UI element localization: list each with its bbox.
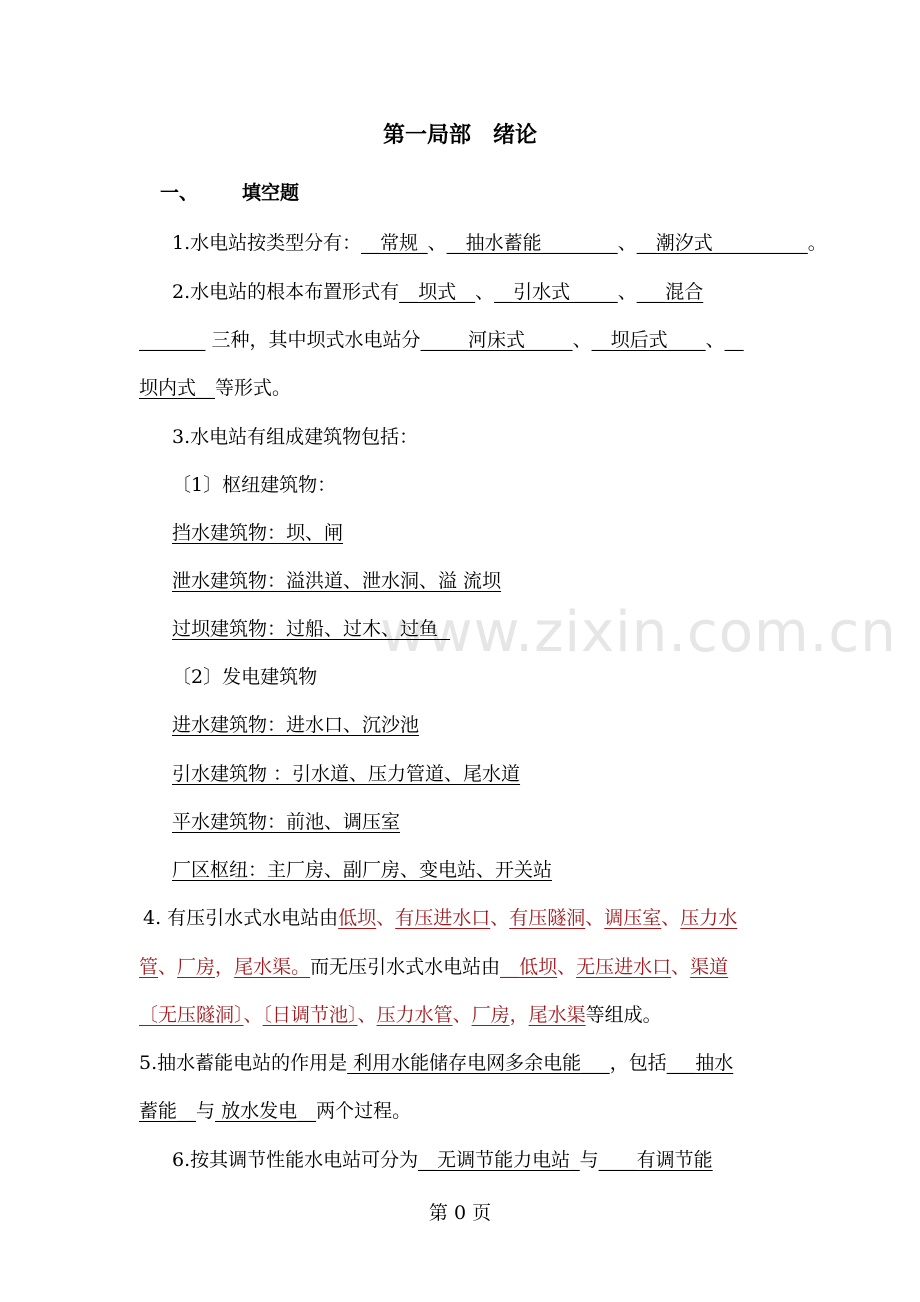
answer-blank: ____有调节能	[598, 1149, 713, 1171]
question-4-cont: 管、厂房，尾水渠。而无压引水式水电站由__低坝、无压进水口、渠道	[139, 956, 729, 978]
answer-blank: ___抽水	[666, 1052, 734, 1074]
answer-blank: _____河床式_____	[420, 329, 573, 351]
answer-line: 过坝建筑物：过船、过木、过鱼	[172, 618, 451, 640]
question-1: 1.水电站按类型分有：__常规_、__抽水蓄能________、__潮汐式__________。	[172, 232, 827, 254]
question-2-cont: _______ 三种，其中坝式水电站分_____河床式_____、__坝后式____、__	[139, 329, 744, 351]
answer-blank: 坝内式__	[139, 377, 216, 399]
section-title: 填空题	[242, 182, 300, 204]
question-4: 4. 有压引水式水电站由低坝、有压进水口、有压隧洞、调压室、压力水	[143, 907, 738, 929]
answer-blank: 利用水能储存电网多余电能___	[347, 1052, 610, 1074]
answer-blank: __引水式_____	[494, 281, 618, 303]
answer-blank: 放水发电__	[215, 1100, 317, 1122]
answer-blank: ___混合	[636, 281, 704, 303]
question-2: 2.水电站的根本布置形式有__坝式__、__引水式_____、___混合	[172, 281, 704, 303]
answer-line: 挡水建筑物：坝、闸	[172, 522, 344, 544]
question-3: 3.水电站有组成建筑物包括：	[172, 426, 419, 448]
answer-blank: __坝式__	[399, 281, 476, 303]
page-footer: 第 0 页	[428, 1202, 492, 1224]
answer-blank: _______	[139, 329, 206, 351]
answer-line: 进水建筑物：进水口、沉沙池	[172, 714, 420, 736]
answer-blank: __潮汐式__________	[636, 232, 808, 254]
question-5: 5.抽水蓄能电站的作用是 利用水能储存电网多余电能___，包括___抽水	[139, 1052, 734, 1074]
answer-line: 引水建筑物 ：引水道、压力管道、尾水道	[172, 763, 521, 785]
answer-line: 厂区枢纽：主厂房、副厂房、变电站、开关站	[172, 859, 553, 881]
answer-line: 泄水建筑物：溢洪道、泄水洞、溢 流坝	[172, 570, 502, 592]
subsection-2: 〔2〕发电建筑物	[172, 666, 318, 688]
page-title: 第一局部 绪论	[382, 123, 537, 148]
answer-blank: __无调节能力电站_	[418, 1149, 580, 1171]
answer-blank: __常规_	[361, 232, 428, 254]
section-number: 一、	[160, 182, 199, 204]
subsection-1: 〔1〕枢纽建筑物：	[172, 474, 337, 496]
answer-blank: __抽水蓄能________	[446, 232, 618, 254]
question-4-end: 〔无压隧洞〕、〔日调节池〕、压力水管、厂房，尾水渠等组成。	[139, 1004, 662, 1026]
answer-blank: __坝后式____	[591, 329, 706, 351]
question-6: 6.按其调节性能水电站可分为__无调节能力电站_与____有调节能	[172, 1149, 713, 1171]
answer-blank: 蓄能__	[139, 1100, 197, 1122]
section-heading	[160, 176, 299, 210]
watermark: www.zixin.com.cn	[380, 600, 897, 665]
answer-blank: __	[724, 329, 744, 351]
question-2-end: 坝内式__等形式。	[139, 377, 292, 399]
question-5-cont: 蓄能__与 放水发电__两个过程。	[139, 1100, 412, 1122]
answer-line: 平水建筑物：前池、调压室	[172, 811, 401, 833]
